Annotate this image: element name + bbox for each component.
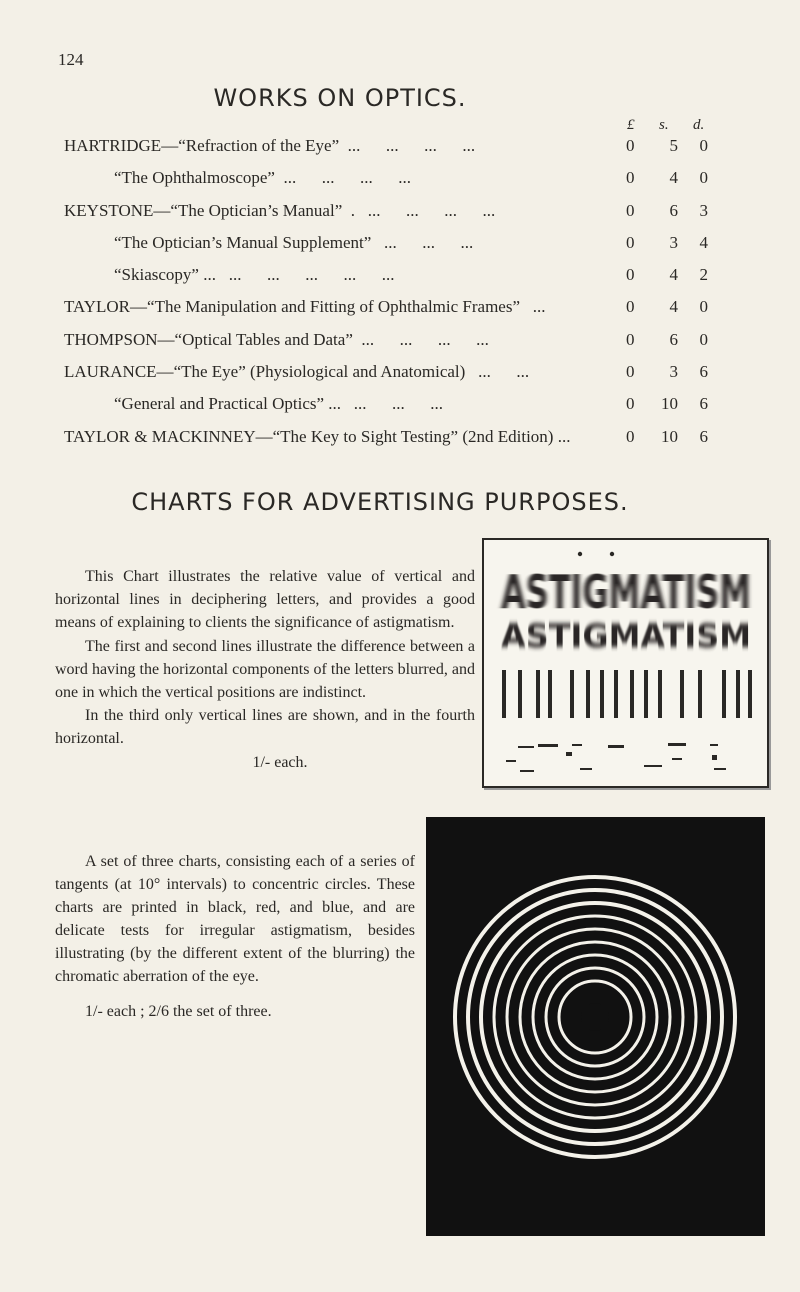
astigmatism-description <box>55 565 475 774</box>
price-pence: 3 <box>699 200 708 220</box>
astigmatism-price: 1/- each. <box>252 753 308 771</box>
book-author: THOMPSON— <box>64 329 175 349</box>
price-pounds: 0 <box>626 200 635 220</box>
book-description <box>114 233 473 253</box>
book-row <box>0 261 800 293</box>
book-description <box>114 265 394 285</box>
astigmatism-paragraph: This Chart illustrates the relative value of vertical and horizontal lines in deciphering letters, and provides a good means of explaining to clients the significance of astigmatism. <box>55 568 475 632</box>
price-pounds: 0 <box>626 426 635 446</box>
book-title: “The Ophthalmoscope” <box>114 168 275 188</box>
price-pounds: 0 <box>626 394 635 414</box>
book-row <box>0 390 800 422</box>
book-title: “General and Practical Optics” ... <box>114 394 342 414</box>
book-row <box>0 358 800 390</box>
leader-dots: ... ... ... ... ... <box>215 265 395 285</box>
book-row <box>0 293 800 325</box>
price-shillings: 4 <box>669 168 678 188</box>
astig-line-1: ASTIGMATISM <box>500 566 751 620</box>
section-title-optics: WORKS ON OPTICS. <box>213 84 467 112</box>
tangent-center <box>581 1003 609 1031</box>
book-author: LAURANCE— <box>64 362 174 382</box>
price-shillings: 3 <box>669 232 678 252</box>
price-pence: 0 <box>699 297 708 317</box>
book-row <box>0 229 800 261</box>
price-pence: 0 <box>699 168 708 188</box>
price-shillings: 6 <box>669 329 678 349</box>
book-title: “The Eye” (Physiological and Anatomical) <box>173 362 466 382</box>
price-pence: 6 <box>699 394 708 414</box>
price-pence: 2 <box>699 265 708 285</box>
price-shillings: 3 <box>669 362 678 382</box>
book-description <box>64 362 529 382</box>
book-row <box>0 197 800 229</box>
book-author: HARTRIDGE— <box>64 136 179 155</box>
price-pounds: 0 <box>626 329 635 349</box>
book-list <box>0 132 800 455</box>
book-title: “Skiascopy” ... <box>114 265 216 285</box>
book-description <box>114 394 443 414</box>
book-author: TAYLOR— <box>64 297 148 317</box>
price-pence: 4 <box>699 232 708 252</box>
price-pounds: 0 <box>626 232 635 252</box>
leader-dots: ... <box>553 426 571 446</box>
book-title: “The Key to Sight Testing” (2nd Edition) <box>272 426 554 446</box>
shilling-symbol: s. <box>659 117 669 133</box>
tangent-price: 1/- each ; 2/6 the set of three. <box>85 1003 272 1020</box>
book-row <box>0 423 800 455</box>
price-pounds: 0 <box>626 265 635 285</box>
astig-line-4 <box>506 743 726 772</box>
book-row <box>0 326 800 358</box>
tangent-chart-image <box>426 817 765 1236</box>
price-shillings: 10 <box>661 426 678 446</box>
book-title: “The Manipulation and Fitting of Ophthalmic Frames” <box>147 297 521 317</box>
book-description <box>64 297 546 317</box>
astigmatism-paragraph: The first and second lines illustrate the difference between a word having the horizontal components of the letters blurred, and one in which the vertical positions are indistinct. <box>55 637 475 702</box>
book-title: “Optical Tables and Data” <box>174 329 353 349</box>
price-pence: 6 <box>699 426 708 446</box>
page-number: 124 <box>58 50 84 69</box>
price-shillings: 5 <box>669 136 678 155</box>
book-row <box>0 132 800 164</box>
price-pence: 6 <box>699 362 708 382</box>
leader-dots: ... ... ... <box>341 394 444 414</box>
astigmatism-paragraph: In the third only vertical lines are shown, and in the fourth horizontal. <box>55 707 475 748</box>
leader-dots: ... <box>520 297 546 317</box>
astigmatism-chart <box>482 538 769 788</box>
section-title-charts: CHARTS FOR ADVERTISING PURPOSES. <box>131 488 629 516</box>
astig-line-3 <box>502 670 752 718</box>
leader-dots: . ... ... ... ... <box>342 200 496 220</box>
book-description <box>114 168 411 188</box>
tangent-paragraph: A set of three charts, consisting each of a series of tangents (at 10° intervals) to concentric circles. These charts are printed in black, red, and blue, and are delicate tests for irregular astigmatism, besides illustrating (by the different extent of the blurring) the chromatic aberration of the eye. <box>55 853 415 985</box>
tangent-chart <box>426 817 765 1236</box>
book-title: “Refraction of the Eye” <box>178 136 340 155</box>
price-pence: 0 <box>699 329 708 349</box>
price-pounds: 0 <box>626 136 635 155</box>
book-description <box>64 427 570 447</box>
book-row <box>0 164 800 196</box>
book-title: “The Optician’s Manual Supplement” <box>114 232 372 252</box>
book-description <box>64 136 475 156</box>
astig-line-2: ASTIGMATISM <box>501 617 751 655</box>
price-pounds: 0 <box>626 362 635 382</box>
leader-dots: ... ... <box>465 362 530 382</box>
leader-dots: ... ... ... ... <box>339 136 476 155</box>
tangent-description <box>55 850 415 1023</box>
pence-symbol: d. <box>693 117 705 133</box>
book-title: “The Optician’s Manual” <box>170 200 343 220</box>
price-shillings: 4 <box>669 265 678 285</box>
leader-dots: ... ... ... ... <box>352 329 489 349</box>
leader-dots: ... ... ... ... <box>274 168 411 188</box>
price-pounds: 0 <box>626 297 635 317</box>
book-author: TAYLOR & MACKINNEY— <box>64 426 273 446</box>
book-author: KEYSTONE— <box>64 200 171 220</box>
price-pence: 0 <box>699 136 708 155</box>
book-description <box>64 201 495 221</box>
price-shillings: 6 <box>669 200 678 220</box>
astigmatism-chart-image <box>484 540 767 786</box>
book-description <box>64 330 489 350</box>
pound-symbol: £ <box>627 117 635 133</box>
leader-dots: ... ... ... <box>371 232 474 252</box>
price-shillings: 10 <box>661 394 678 414</box>
price-pounds: 0 <box>626 168 635 188</box>
price-shillings: 4 <box>669 297 678 317</box>
